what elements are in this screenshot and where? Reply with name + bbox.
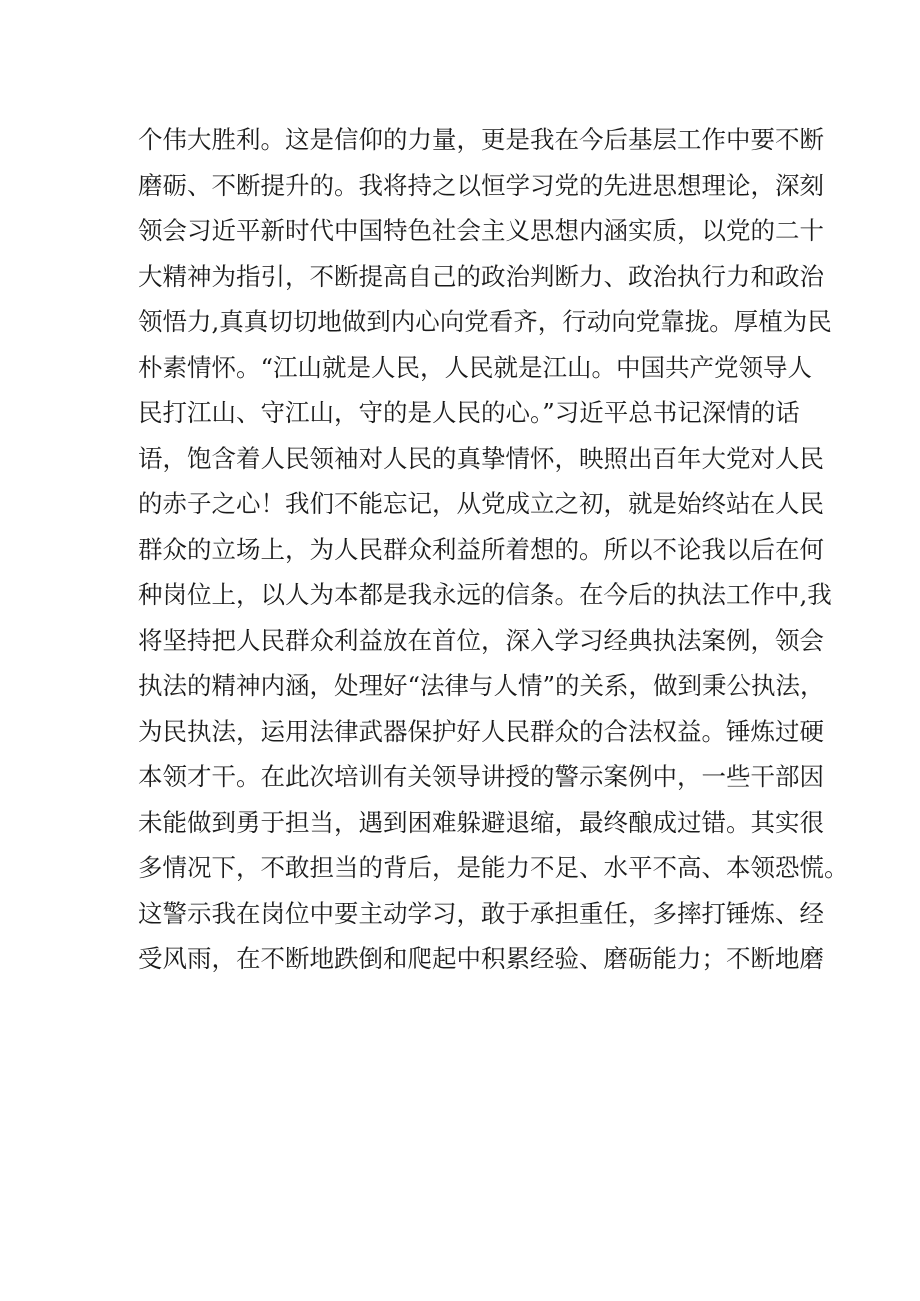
text-line: 本领才干。在此次培训有关领导讲授的警示案例中，一些干部因 — [138, 762, 824, 791]
text-line: 群众的立场上，为人民群众利益所着想的。所以不论我以后在何 — [138, 534, 824, 564]
text-line: 受风雨，在不断地跌倒和爬起中积累经验、磨砺能力；不断地磨 — [138, 944, 824, 973]
text-line: 这警示我在岗位中要主动学习，敢于承担重任，多摔打锤炼、经 — [138, 898, 824, 928]
text-line: 种岗位上，以人为本都是我永远的信条。在今后的执法工作中,我 — [138, 580, 832, 609]
text-line: 的赤子之心！我们不能忘记，从党成立之初，就是始终站在人民 — [138, 489, 824, 518]
text-line: 语，饱含着人民领袖对人民的真挚情怀，映照出百年大党对人民 — [138, 443, 824, 473]
text-line: 朴素情怀。“江山就是人民，人民就是江山。中国共产党领导人 — [138, 352, 813, 382]
text-line: 执法的精神内涵，处理好“法律与人情”的关系，做到秉公执法， — [138, 671, 825, 700]
text-line: 多情况下，不敢担当的背后，是能力不足、水平不高、本领恐慌。 — [138, 853, 849, 882]
text-line: 未能做到勇于担当，遇到困难躲避退缩，最终酿成过错。其实很 — [138, 807, 824, 837]
text-line: 领悟力,真真切切地做到内心向党看齐，行动向党靠拢。厚植为民 — [138, 307, 832, 336]
text-line: 领会习近平新时代中国特色社会主义思想内涵实质，以党的二十 — [138, 216, 824, 245]
text-line: 个伟大胜利。这是信仰的力量，更是我在今后基层工作中要不断 — [138, 125, 824, 154]
text-line: 为民执法，运用法律武器保护好人民群众的合法权益。锤炼过硬 — [138, 716, 824, 746]
text-line: 民打江山、守江山，守的是人民的心。”习近平总书记深情的话 — [138, 398, 800, 427]
text-line: 将坚持把人民群众利益放在首位，深入学习经典执法案例，领会 — [138, 625, 824, 655]
body-text — [138, 117, 849, 982]
text-line: 大精神为指引，不断提高自己的政治判断力、政治执行力和政治 — [138, 261, 824, 291]
text-line: 磨砺、不断提升的。我将持之以恒学习党的先进思想理论，深刻 — [138, 170, 824, 200]
